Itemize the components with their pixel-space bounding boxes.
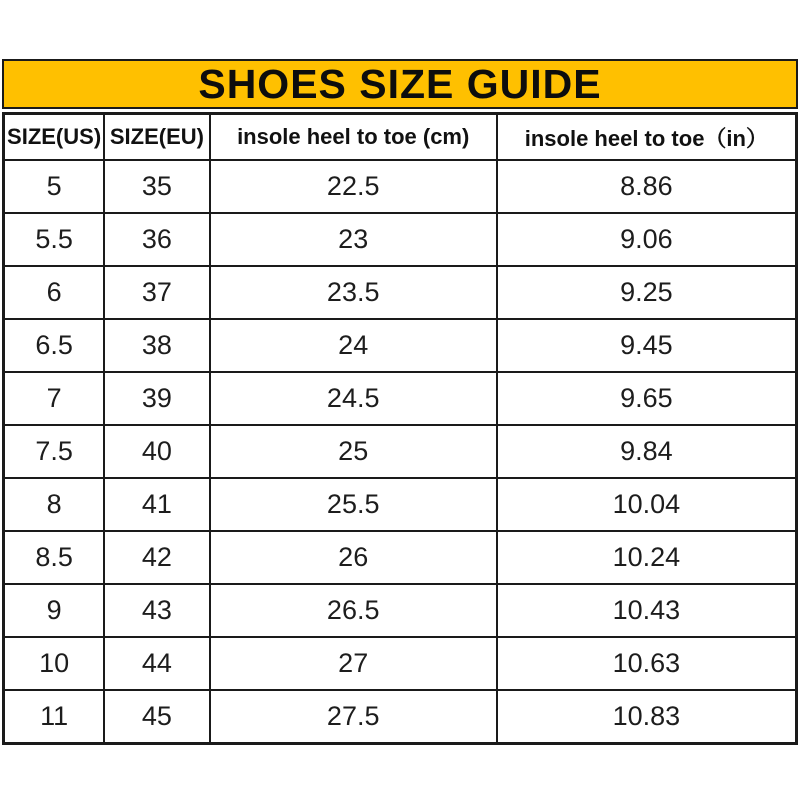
table-cell: 9	[4, 584, 105, 637]
table-cell: 23.5	[210, 266, 497, 319]
table-cell: 10.24	[497, 531, 797, 584]
table-cell: 10.04	[497, 478, 797, 531]
table-cell: 26.5	[210, 584, 497, 637]
table-row	[4, 425, 797, 478]
table-cell: 6.5	[4, 319, 105, 372]
table-row	[4, 319, 797, 372]
table-cell: 9.84	[497, 425, 797, 478]
table-row	[4, 160, 797, 213]
table-cell: 11	[4, 690, 105, 744]
table-cell: 27.5	[210, 690, 497, 744]
header-cell: insole heel to toe（in）	[497, 114, 797, 161]
table-body	[4, 160, 797, 744]
table-cell: 6	[4, 266, 105, 319]
table-cell: 9.65	[497, 372, 797, 425]
table-cell: 39	[104, 372, 209, 425]
table-cell: 26	[210, 531, 497, 584]
table-cell: 10.43	[497, 584, 797, 637]
table-row	[4, 372, 797, 425]
table-cell: 35	[104, 160, 209, 213]
table-cell: 23	[210, 213, 497, 266]
table-cell: 8.86	[497, 160, 797, 213]
table-row	[4, 584, 797, 637]
table-cell: 40	[104, 425, 209, 478]
table-cell: 42	[104, 531, 209, 584]
table-cell: 24.5	[210, 372, 497, 425]
table-row	[4, 531, 797, 584]
header-cell: SIZE(EU)	[104, 114, 209, 161]
table-cell: 36	[104, 213, 209, 266]
table-cell: 37	[104, 266, 209, 319]
table-cell: 24	[210, 319, 497, 372]
header-cell: insole heel to toe (cm)	[210, 114, 497, 161]
table-cell: 27	[210, 637, 497, 690]
table-cell: 10.83	[497, 690, 797, 744]
table-cell: 9.45	[497, 319, 797, 372]
table-cell: 43	[104, 584, 209, 637]
table-cell: 7.5	[4, 425, 105, 478]
table-cell: 25	[210, 425, 497, 478]
table-cell: 44	[104, 637, 209, 690]
table-cell: 10	[4, 637, 105, 690]
table-row	[4, 213, 797, 266]
table-cell: 45	[104, 690, 209, 744]
header-row	[4, 114, 797, 161]
table-row	[4, 637, 797, 690]
table-cell: 5	[4, 160, 105, 213]
header-cell: SIZE(US)	[4, 114, 105, 161]
table-cell: 8.5	[4, 531, 105, 584]
table-row	[4, 478, 797, 531]
table-cell: 9.06	[497, 213, 797, 266]
table-cell: 25.5	[210, 478, 497, 531]
table-cell: 5.5	[4, 213, 105, 266]
table-cell: 10.63	[497, 637, 797, 690]
title-banner	[2, 59, 798, 109]
table-cell: 9.25	[497, 266, 797, 319]
table-cell: 38	[104, 319, 209, 372]
size-table	[2, 112, 798, 745]
table-cell: 22.5	[210, 160, 497, 213]
table-cell: 8	[4, 478, 105, 531]
page-title: SHOES SIZE GUIDE	[198, 60, 602, 107]
table-cell: 41	[104, 478, 209, 531]
table-row	[4, 690, 797, 744]
table-cell: 7	[4, 372, 105, 425]
table-row	[4, 266, 797, 319]
